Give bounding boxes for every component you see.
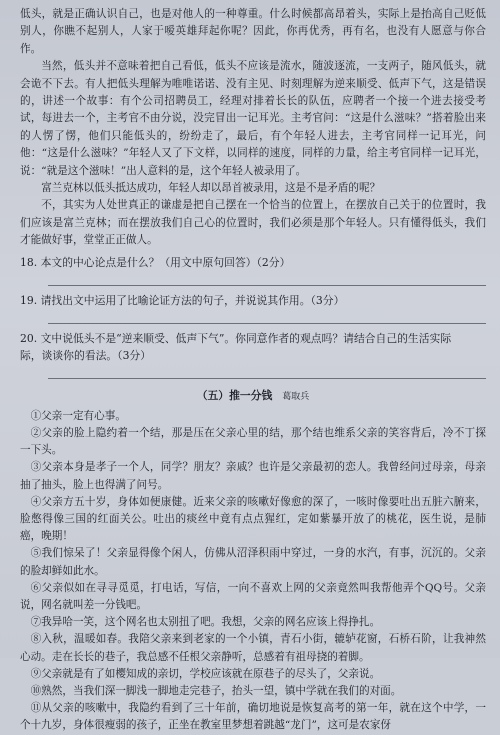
passage-paragraph: 富兰克林以低头抵达成功，年轻人却以昂首被录用，这是不是矛盾的呢？: [41, 182, 381, 195]
story-paragraph: ⑩熟然，当我们深一脚浅一脚地走完巷子，抬头一望，镇中学就在我们的对面。: [30, 684, 402, 697]
passage-paragraph: 低头，就是正确认识自己，也是对他人的一种尊重。什么时候都高昂着头，实际上是抬高自己贬低别人，你瞧不起别人，人家于嗳英雄拜起你呢？因此，你再优秀，再有名，也没有人愿意与你合作。: [20, 8, 486, 55]
question-20: 20. 文中说低头不是“逆来顺受、低声下气”。你同意作者的观点吗？请结合自己的生活实际: [20, 331, 452, 345]
story-paragraph: ⑦我异哈一笑，这个网名也太别扭了吧。我想，父亲的网名应该上得挣扎。: [30, 616, 381, 629]
passage-paragraph: 当然，低头并不意味着把自己看低，低头不应该是流水，随波逐流，一支两子，随风低头，就会诡不下去。有人把低头理解为唯唯诺诺、没有主见、时刻理解为逆来顺受、低声下气，这是错误的，讲述一个故事：有个公司招聘员工，经理对排着长长的队伍，应聘者一个接一个进去接受考试，每进去一个，主考官不由分说，没完冒出一记耳光。主考官问：“这是什么滋味？”搭着脸出来的人愣了愣，他们只能低头的，纷纷走了，最后，有个年轻人进去，主考官同样一记耳光，问他：“这是什么滋味？”年轻人又了下文样，以同样的速度，同样的力量，给主考官同样一记耳光，说：“就是这个滋味！”出人意料的是，这个年轻人被录用了。: [20, 60, 486, 177]
story-paragraph: ①父亲一定有心事。: [30, 409, 126, 422]
story-paragraph: ③父亲本身是孝子一个人，同学？朋友？亲戚？也许是父亲最初的恋人。我曾经问过母亲，母亲抽了抽头，脸上也得满了问号。: [20, 461, 486, 491]
question-20-cont: 际，谈谈你的看法。（3分）: [20, 348, 152, 362]
section-title: （五）推一分钱: [196, 388, 273, 402]
passage-paragraph: 不，其实为人处世真正的谦虚是把自己摆在一个恰当的位置上，在摆放自己关于的位置时，我们应该是富兰克林；而在摆放我们自己心的位置时，我们必须是那个年轻人。只有懂得低头，我们才能做好事，堂堂正正做人。: [20, 199, 486, 247]
story-paragraph: ②父亲的脸上隐约着一个结，那是压在父亲心里的结，那个结也维系父亲的笑容背后，冷不丁探一下头。: [20, 426, 486, 457]
story-paragraph: ⑪从父亲的咳嗽中，我隐约看到了三十年前，确切地说是恢复高考的第一年，就在这个中学，一个十九岁，身体很瘦弱的孩子，正坐在教室里梦想着跳越“龙门”，这可是农家伢: [20, 702, 486, 732]
answer-line: [48, 323, 486, 324]
question-18: 18. 本文的中心论点是什么？（用文中原句回答）（2分）: [20, 255, 291, 269]
story-paragraph: ⑥父亲似如在寻寻觅觅，打电话，写信，一向不喜欢上网的父亲竟然叫我帮他弄个QQ号。父亲说，网名就叫差一分钱吧。: [20, 581, 486, 611]
question-19: 19. 请找出文中运用了比喻论证方法的句子，并说说其作用。（3分）: [20, 293, 345, 307]
story-paragraph: ④父亲方五十岁，身体如便康健。近来父亲的咳嗽好像愈的深了，一咳时像要吐出五脏六腑来，脸憋得像三国的红面关公。吐出的痰丝中竟有点点猩红，定如紫暴开放了的桃花，医生说，是肺癌，晚期！: [20, 495, 486, 543]
section-author: 葛取兵: [282, 391, 310, 402]
answer-line: [48, 285, 486, 286]
story-paragraph: ⑧入秋，温暖如春。我陪父亲来到老家的一个小镇，青石小街，辘轳花窗，石桥石阶，让我神然心动。走在长长的巷子，我总感不任根父亲静听，总感着有祖母挠的着脚。: [20, 633, 486, 663]
story-paragraph: ⑤我们惊呆了！父亲显得像个闲人，仿佛从沼泽积雨中穿过，一身的水汽，有事，沉沉的。父亲的脸却鲜如此水。: [20, 547, 486, 577]
section-heading: [20, 387, 486, 406]
story-paragraph: ⑨父亲就是有了如樱知成的亲切，学校应该就在原巷子的尽头了，父亲说。: [30, 667, 381, 680]
answer-line: [48, 378, 486, 379]
